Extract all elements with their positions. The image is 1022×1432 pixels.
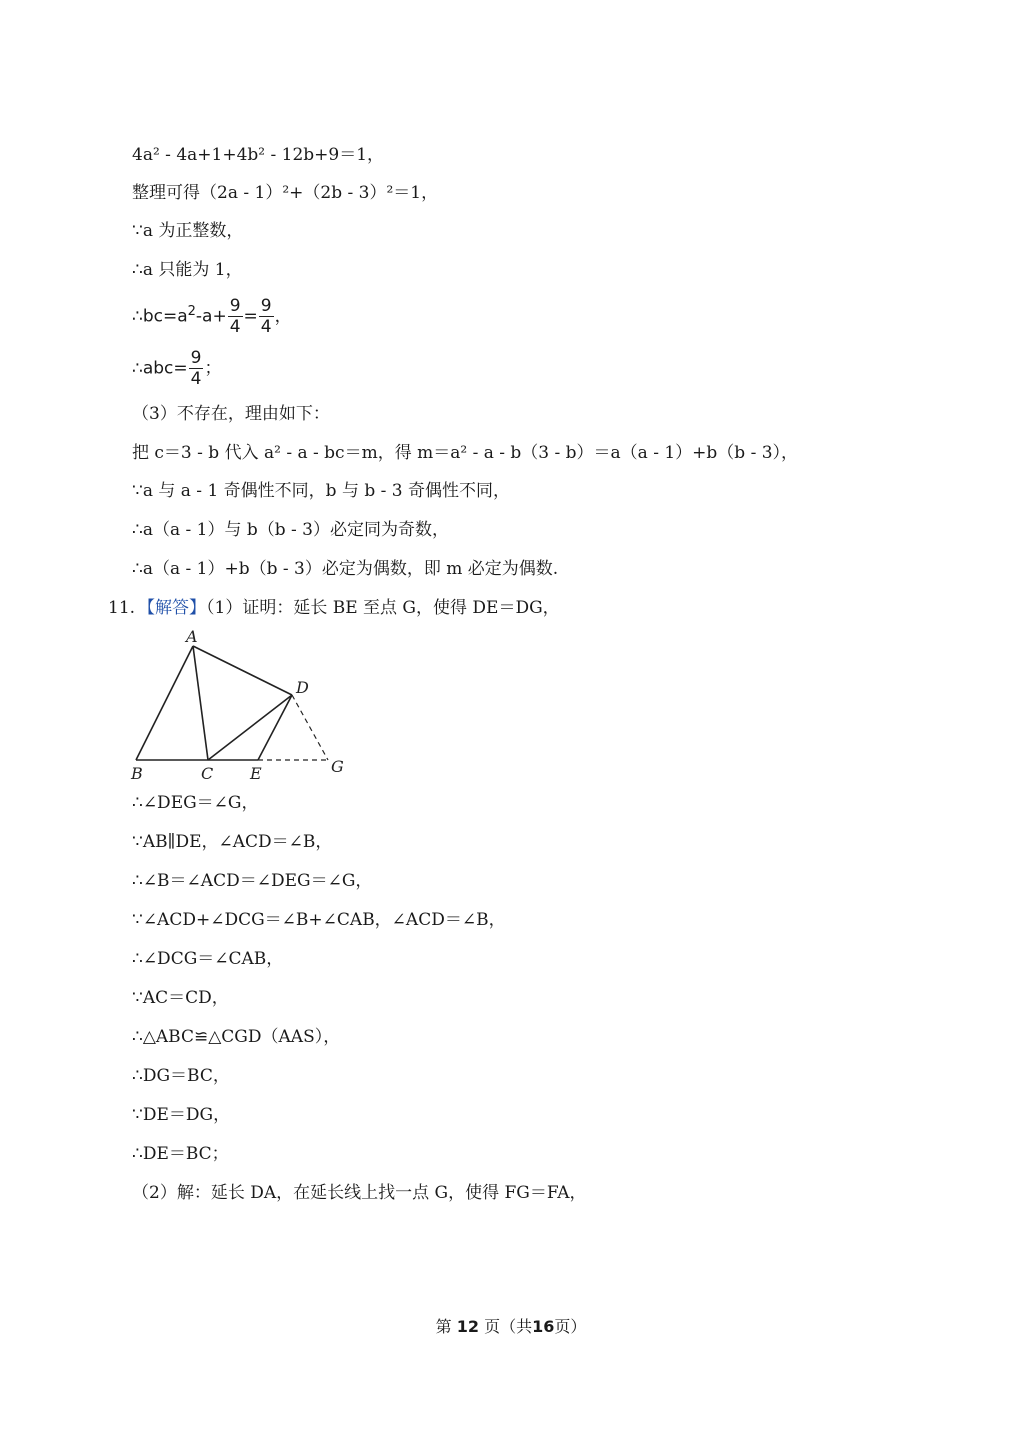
label-c: C xyxy=(201,764,214,783)
line-angles-equal: ∴∠B＝∠ACD＝∠DEG＝∠G， xyxy=(132,871,373,891)
segment-ad xyxy=(193,646,292,695)
line-parity: ∵a 与 a - 1 奇偶性不同，b 与 b - 3 奇偶性不同， xyxy=(132,481,511,501)
line-congruent: ∴△ABC≌△CGD（AAS）， xyxy=(132,1027,341,1047)
answer-tag: 【解答】 xyxy=(138,598,206,618)
line-substitute: 把 c＝3 - b 代入 a² - a - bc＝m，得 m＝a² - a - b（3 - b）＝a（a - 1）+b（b - 3）， xyxy=(132,443,799,463)
bc-prefix: ∴bc=a xyxy=(132,306,188,327)
page-footer xyxy=(0,1314,1022,1337)
footer-mid: 页（共 xyxy=(484,1317,533,1336)
bc-mid: -a+ xyxy=(195,306,227,327)
line-bc-value xyxy=(132,296,292,337)
fraction-nine-quarters: $\frac{9}{4}$ xyxy=(229,296,241,337)
line-part2: （2）解：延长 DA，在延长线上找一点 G，使得 FG＝FA， xyxy=(132,1183,587,1203)
line-rearrange: 整理可得（2a - 1）²+（2b - 3）²＝1， xyxy=(132,183,439,203)
footer-total-pages: 16 xyxy=(532,1317,555,1336)
segment-dg-dashed xyxy=(292,695,328,760)
line-part3-heading: （3）不存在，理由如下： xyxy=(132,404,330,424)
line-dcg-cab: ∴∠DCG＝∠CAB， xyxy=(132,949,284,969)
question-11-text: （1）证明：延长 BE 至点 G，使得 DE＝DG， xyxy=(206,598,560,618)
line-even-conclusion: ∴a（a - 1）+b（b - 3）必定为偶数，即 m 必定为偶数. xyxy=(132,559,559,579)
line-angle-deg: ∴∠DEG＝∠G， xyxy=(132,793,259,813)
line-a-equals-one: ∴a 只能为 1， xyxy=(132,260,243,280)
label-d: D xyxy=(296,678,309,697)
segment-de xyxy=(258,695,292,760)
line-ac-cd: ∵AC＝CD， xyxy=(132,988,229,1008)
fraction-nine-quarters-result: $\frac{9}{4}$ xyxy=(260,296,272,337)
segment-ac xyxy=(193,646,208,760)
abc-prefix: ∴abc= xyxy=(132,358,188,379)
line-parallel: ∵AB∥DE，∠ACD＝∠B， xyxy=(132,832,333,852)
bc-exponent: 2 xyxy=(187,303,196,319)
segment-cd xyxy=(208,695,292,760)
line-expand-equation: 4a² - 4a+1+4b² - 12b+9＝1， xyxy=(132,145,385,165)
footer-post: 页） xyxy=(554,1317,587,1336)
line-de-dg: ∵DE＝DG， xyxy=(132,1105,231,1125)
bc-equals: = xyxy=(243,306,258,327)
line-exterior-angle: ∵∠ACD+∠DCG＝∠B+∠CAB，∠ACD＝∠B， xyxy=(132,910,506,930)
label-e: E xyxy=(250,764,262,783)
line-odd: ∴a（a - 1）与 b（b - 3）必定同为奇数， xyxy=(132,520,449,540)
geometry-figure xyxy=(128,628,358,788)
line-de-bc: ∴DE＝BC； xyxy=(132,1144,229,1164)
footer-page-number: 12 xyxy=(456,1317,479,1336)
line-dg-bc: ∴DG＝BC， xyxy=(132,1066,230,1086)
line-a-positive: ∵a 为正整数， xyxy=(132,221,244,241)
label-b: B xyxy=(131,764,143,783)
label-g: G xyxy=(331,757,344,776)
footer-pre: 第 xyxy=(435,1317,452,1336)
question-11-line xyxy=(138,597,560,619)
question-11-number: 11. xyxy=(108,598,136,618)
segment-ab xyxy=(136,646,193,760)
bc-end: ， xyxy=(274,306,292,327)
line-abc-value xyxy=(132,348,221,389)
label-a: A xyxy=(186,628,198,646)
abc-end: ； xyxy=(204,358,222,379)
fraction-abc: $\frac{9}{4}$ xyxy=(190,348,202,389)
